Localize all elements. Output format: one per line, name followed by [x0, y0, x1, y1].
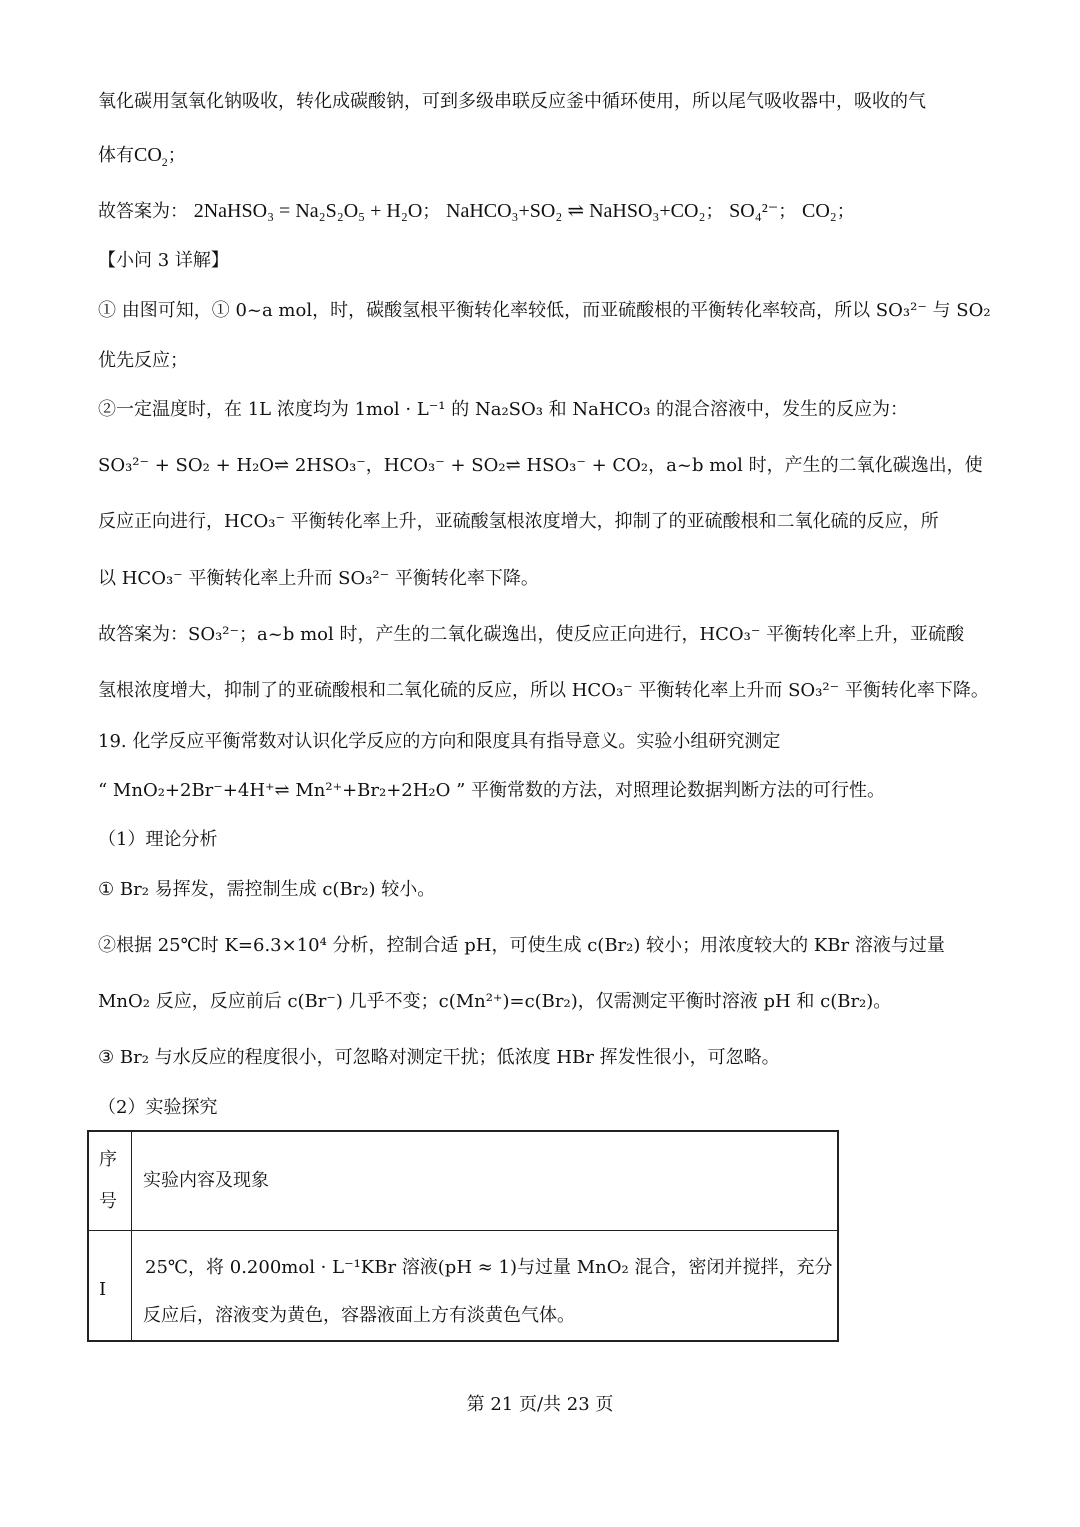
answer3-line1: 故答案为：SO₃²⁻；a~b mol 时，产生的二氧化碳逸出，使反应正向进行，HCO₃⁻ 平衡转化率上升，亚硫酸 [98, 624, 965, 645]
table-header-seq-2: 号 [99, 1191, 117, 1212]
answer1-line: 故答案为： 2NaHSO₃ = Na₂S₂O₅ + H₂O； NaHCO₃+SO₂ ⇌ NaHSO₃+CO₂； SO₄²⁻； CO₂； [98, 200, 855, 222]
table-header-content: 实验内容及现象 [143, 1170, 269, 1191]
answer1-eq1: 2NaHSO₃ = Na₂S₂O₅ + H₂O [193, 200, 423, 222]
answer1-eq2: NaHCO₃+SO₂ ⇌ NaHSO₃+CO₂ [446, 200, 706, 222]
table-row1-id: I [99, 1279, 107, 1300]
q19-line2: “ MnO₂+2Br⁻+4H⁺⇌ Mn²⁺+Br₂+2H₂O ” 平衡常数的方法，对照理论数据判断方法的可行性。 [98, 780, 886, 801]
table-row1-line1: 25℃，将 0.200mol · L⁻¹KBr 溶液(pH ≈ 1)与过量 MnO₂ 混合，密闭并搅拌，充分 [145, 1257, 833, 1278]
answer3-line2: 氢根浓度增大，抑制了的亚硫酸根和二氧化硫的反应，所以 HCO₃⁻ 平衡转化率上升而 SO₃²⁻ 平衡转化率下降。 [98, 680, 989, 701]
q19-line1: 19. 化学反应平衡常数对认识化学反应的方向和限度具有指导意义。实验小组研究测定 [98, 731, 781, 752]
p3-line4: SO₃²⁻ + SO₂ + H₂O⇌ 2HSO₃⁻，HCO₃⁻ + SO₂⇌ HSO₃⁻ + CO₂，a~b mol 时，产生的二氧化碳逸出，使 [98, 455, 983, 476]
answer1-gas: CO₂ [802, 200, 837, 222]
answer1-ion: SO₄²⁻ [729, 200, 779, 222]
q19-item3: ③ Br₂ 与水反应的程度很小，可忽略对测定干扰；低浓度 HBr 挥发性很小，可忽略。 [98, 1047, 780, 1068]
answer1-prefix: 故答案为： [98, 201, 188, 222]
q19-item2b: MnO₂ 反应，反应前后 c(Br⁻) 几乎不变；c(Mn²⁺)=c(Br₂)，仅需测定平衡时溶液 pH 和 c(Br₂)。 [98, 991, 892, 1012]
table-col-divider [131, 1132, 132, 1340]
section3-heading: 【小问 3 详解】 [98, 250, 229, 271]
page-footer: 第 21 页/共 23 页 [466, 1394, 614, 1415]
q19-item2a: ②根据 25℃时 K=6.3×10⁴ 分析，控制合适 pH，可使生成 c(Br₂) 较小；用浓度较大的 KBr 溶液与过量 [98, 935, 945, 956]
para1-line2: 体有$CO_2$； [98, 144, 186, 169]
p3-line1: ① 由图可知，① 0~a mol，时，碳酸氢根平衡转化率较低，而亚硫酸根的平衡转化率较高，所以 SO₃²⁻ 与 SO₂ [98, 300, 991, 321]
para1-line2-prefix: 体有 [98, 145, 134, 166]
p3-line3: ②一定温度时，在 1L 浓度均为 1mol · L⁻¹ 的 Na₂SO₃ 和 NaHCO₃ 的混合溶液中，发生的反应为： [98, 399, 909, 420]
p3-line5: 反应正向进行，HCO₃⁻ 平衡转化率上升，亚硫酸氢根浓度增大，抑制了的亚硫酸根和二氧化硫的反应，所 [98, 511, 939, 532]
q19-item1: ① Br₂ 易挥发，需控制生成 c(Br₂) 较小。 [98, 879, 436, 900]
q19-subheading-1: （1）理论分析 [98, 829, 218, 850]
co2-formula: $CO_2$ [134, 144, 168, 169]
p3-line2: 优先反应； [98, 350, 188, 371]
experiment-table [87, 1130, 839, 1342]
para1-line1: 氧化碳用氢氧化钠吸收，转化成碳酸钠，可到多级串联反应釜中循环使用，所以尾气吸收器中，吸收的气 [98, 91, 926, 112]
p3-line6: 以 HCO₃⁻ 平衡转化率上升而 SO₃²⁻ 平衡转化率下降。 [98, 568, 539, 589]
table-header-seq-1: 序 [99, 1149, 117, 1170]
table-row-divider [89, 1230, 837, 1231]
table-row1-line2: 反应后，溶液变为黄色，容器液面上方有淡黄色气体。 [143, 1305, 575, 1326]
q19-subheading-2: （2）实验探究 [98, 1097, 218, 1118]
